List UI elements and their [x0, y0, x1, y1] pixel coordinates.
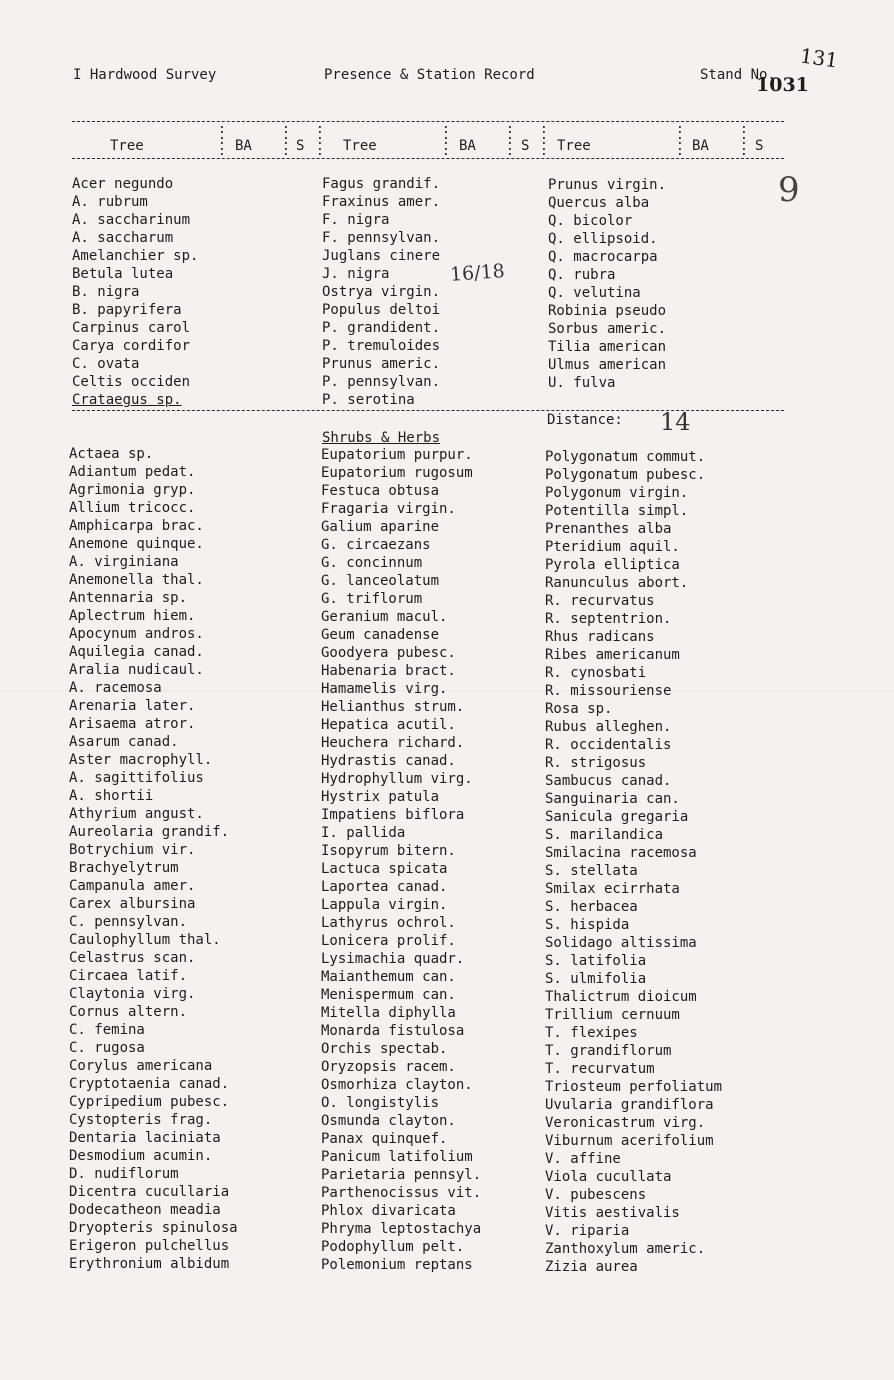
- species-entry: S. ulmifolia: [545, 971, 647, 987]
- species-entry: Lappula virgin.: [321, 897, 448, 913]
- species-entry: Juglans cinere: [322, 248, 441, 264]
- species-entry: Fraxinus amer.: [322, 194, 441, 210]
- species-entry: Asarum canad.: [69, 734, 179, 750]
- species-entry: J. nigra: [322, 266, 390, 282]
- species-entry: U. fulva: [548, 375, 616, 391]
- species-entry: Heuchera richard.: [321, 735, 465, 751]
- species-entry: Maianthemum can.: [321, 969, 456, 985]
- species-entry: Adiantum pedat.: [69, 464, 196, 480]
- species-entry: Rubus alleghen.: [545, 719, 672, 735]
- species-entry: Cystopteris frag.: [69, 1112, 213, 1128]
- species-entry: Desmodium acumin.: [69, 1148, 213, 1164]
- species-entry: Amphicarpa brac.: [69, 518, 204, 534]
- species-entry: Sambucus canad.: [545, 773, 672, 789]
- species-entry: Carex albursina: [69, 896, 196, 912]
- species-entry: Aureolaria grandif.: [69, 824, 230, 840]
- species-entry: A. shortii: [69, 788, 154, 804]
- species-entry: Anemone quinque.: [69, 536, 204, 552]
- species-entry: C. ovata: [72, 356, 140, 372]
- s-col-header-1: S: [296, 138, 305, 154]
- record-title: Presence & Station Record: [324, 67, 535, 83]
- ba-col-header-2: BA: [459, 138, 476, 154]
- species-entry: Rhus radicans: [545, 629, 655, 645]
- species-entry: Phryma leptostachya: [321, 1221, 482, 1237]
- species-entry: Vitis aestivalis: [545, 1205, 680, 1221]
- tree-list-column-1: [72, 175, 198, 409]
- species-entry: R. strigosus: [545, 755, 647, 771]
- species-entry: Hepatica acutil.: [321, 717, 456, 733]
- species-entry: Lactuca spicata: [321, 861, 448, 877]
- species-entry: Dodecatheon meadia: [69, 1202, 221, 1218]
- species-entry: C. rugosa: [69, 1040, 145, 1056]
- species-entry: Prunus virgin.: [548, 177, 667, 193]
- ba-col-header-3: BA: [692, 138, 709, 154]
- species-entry: Athyrium angust.: [69, 806, 204, 822]
- species-entry: T. grandiflorum: [545, 1043, 672, 1059]
- species-entry: Smilax ecirrhata: [545, 881, 680, 897]
- species-entry: Pyrola elliptica: [545, 557, 680, 573]
- ba-col-header-1: BA: [235, 138, 252, 154]
- species-entry: Populus deltoi: [322, 302, 441, 318]
- column-separator: : : :: [218, 122, 226, 159]
- species-entry: Carya cordifor: [72, 338, 191, 354]
- species-entry: Hystrix patula: [321, 789, 440, 805]
- species-entry: Viburnum acerifolium: [545, 1133, 714, 1149]
- species-entry: Aralia nudicaul.: [69, 662, 204, 678]
- handwritten-stand-number: 131: [798, 43, 840, 73]
- species-entry: Erigeron pulchellus: [69, 1238, 230, 1254]
- species-entry: Tilia american: [548, 339, 667, 355]
- species-entry: Rosa sp.: [545, 701, 613, 717]
- species-entry: Circaea latif.: [69, 968, 188, 984]
- species-entry: D. nudiflorum: [69, 1166, 179, 1182]
- species-entry: Menispermum can.: [321, 987, 456, 1003]
- column-separator: : : :: [506, 122, 514, 159]
- species-entry: Lathyrus ochrol.: [321, 915, 456, 931]
- species-entry: Hamamelis virg.: [321, 681, 448, 697]
- species-entry: S. marilandica: [545, 827, 664, 843]
- tree-list-column-3: [548, 176, 666, 392]
- species-entry: Q. ellipsoid.: [548, 231, 658, 247]
- species-entry: C. femina: [69, 1022, 145, 1038]
- species-entry: S. hispida: [545, 917, 630, 933]
- species-entry: Brachyelytrum: [69, 860, 179, 876]
- species-entry: Laportea canad.: [321, 879, 448, 895]
- species-entry: Monarda fistulosa: [321, 1023, 465, 1039]
- species-entry: R. septentrion.: [545, 611, 672, 627]
- species-entry: A. saccharum: [72, 230, 174, 246]
- species-entry: Podophyllum pelt.: [321, 1239, 465, 1255]
- species-entry: Potentilla simpl.: [545, 503, 689, 519]
- species-entry: F. nigra: [322, 212, 390, 228]
- species-entry: Q. macrocarpa: [548, 249, 658, 265]
- column-separator: : : :: [676, 122, 684, 159]
- species-entry: Ostrya virgin.: [322, 284, 441, 300]
- species-entry: Q. velutina: [548, 285, 641, 301]
- species-entry: Impatiens biflora: [321, 807, 465, 823]
- species-entry: V. riparia: [545, 1223, 630, 1239]
- species-entry: Q. rubra: [548, 267, 616, 283]
- species-entry: Zanthoxylum americ.: [545, 1241, 706, 1257]
- species-entry: Celastrus scan.: [69, 950, 196, 966]
- species-entry: R. missouriense: [545, 683, 672, 699]
- species-entry: O. longistylis: [321, 1095, 440, 1111]
- column-separator: : : :: [540, 122, 548, 159]
- species-entry: Ulmus american: [548, 357, 667, 373]
- species-entry: Phlox divaricata: [321, 1203, 456, 1219]
- species-entry: Corylus americana: [69, 1058, 213, 1074]
- species-entry: Dentaria laciniata: [69, 1130, 221, 1146]
- species-entry: Arenaria later.: [69, 698, 196, 714]
- species-entry: Solidago altissima: [545, 935, 697, 951]
- species-entry: P. pennsylvan.: [322, 374, 441, 390]
- tree-col-header-1: Tree: [110, 138, 144, 154]
- species-entry: Ranunculus abort.: [545, 575, 689, 591]
- tree-list-column-2: [322, 175, 440, 409]
- species-entry: Lysimachia quadr.: [321, 951, 465, 967]
- species-entry: G. lanceolatum: [321, 573, 440, 589]
- species-entry: Helianthus strum.: [321, 699, 465, 715]
- species-entry: I. pallida: [321, 825, 406, 841]
- species-entry: Thalictrum dioicum: [545, 989, 697, 1005]
- species-entry: Oryzopsis racem.: [321, 1059, 456, 1075]
- species-entry: Sanguinaria can.: [545, 791, 680, 807]
- species-entry: Lonicera prolif.: [321, 933, 456, 949]
- species-entry: Geranium macul.: [321, 609, 448, 625]
- species-entry: S. herbacea: [545, 899, 638, 915]
- species-entry: P. grandident.: [322, 320, 441, 336]
- header-bottom-rule: [72, 158, 784, 159]
- species-entry: Botrychium vir.: [69, 842, 196, 858]
- herb-list-column-3: [545, 448, 722, 1276]
- species-entry: Robinia pseudo: [548, 303, 667, 319]
- species-entry: Apocynum andros.: [69, 626, 204, 642]
- species-entry: Polygonum virgin.: [545, 485, 689, 501]
- species-entry: Triosteum perfoliatum: [545, 1079, 723, 1095]
- species-entry: Hydrophyllum virg.: [321, 771, 473, 787]
- species-entry: Hydrastis canad.: [321, 753, 456, 769]
- species-entry: V. affine: [545, 1151, 621, 1167]
- tree-col-header-2: Tree: [343, 138, 377, 154]
- species-entry: Claytonia virg.: [69, 986, 196, 1002]
- species-entry: A. rubrum: [72, 194, 148, 210]
- species-entry: B. nigra: [72, 284, 140, 300]
- stamped-stand-number: 1031: [756, 74, 809, 96]
- species-entry: Pteridium aquil.: [545, 539, 680, 555]
- species-entry: Crataegus sp.: [72, 392, 182, 408]
- species-entry: Agrimonia gryp.: [69, 482, 196, 498]
- shrubs-herbs-heading: Shrubs & Herbs: [322, 430, 441, 446]
- species-entry: Panicum latifolium: [321, 1149, 473, 1165]
- species-entry: Eupatorium purpur.: [321, 447, 473, 463]
- species-entry: Amelanchier sp.: [72, 248, 199, 264]
- species-entry: Antennaria sp.: [69, 590, 188, 606]
- species-entry: Q. bicolor: [548, 213, 633, 229]
- species-entry: Cornus altern.: [69, 1004, 188, 1020]
- species-entry: Dicentra cucullaria: [69, 1184, 230, 1200]
- species-entry: G. concinnum: [321, 555, 423, 571]
- handwritten-fraction: 16/18: [449, 260, 506, 286]
- species-entry: Ribes americanum: [545, 647, 680, 663]
- handwritten-margin-number: 9: [778, 170, 800, 210]
- species-entry: Geum canadense: [321, 627, 440, 643]
- species-entry: Fragaria virgin.: [321, 501, 456, 517]
- species-entry: A. virginiana: [69, 554, 179, 570]
- species-entry: Smilacina racemosa: [545, 845, 697, 861]
- species-entry: A. sagittifolius: [69, 770, 204, 786]
- species-entry: Viola cucullata: [545, 1169, 672, 1185]
- species-entry: Osmorhiza clayton.: [321, 1077, 473, 1093]
- species-entry: T. flexipes: [545, 1025, 638, 1041]
- species-entry: Betula lutea: [72, 266, 174, 282]
- species-entry: R. cynosbati: [545, 665, 647, 681]
- species-entry: Prunus americ.: [322, 356, 441, 372]
- species-entry: Polygonatum commut.: [545, 449, 706, 465]
- species-entry: Trillium cernuum: [545, 1007, 680, 1023]
- species-entry: Aster macrophyll.: [69, 752, 213, 768]
- survey-title: I Hardwood Survey: [73, 67, 217, 83]
- species-entry: Festuca obtusa: [321, 483, 440, 499]
- species-entry: Prenanthes alba: [545, 521, 672, 537]
- species-entry: Erythronium albidum: [69, 1256, 230, 1272]
- species-entry: Quercus alba: [548, 195, 650, 211]
- species-entry: Polemonium reptans: [321, 1257, 473, 1273]
- species-entry: A. saccharinum: [72, 212, 191, 228]
- species-entry: Cryptotaenia canad.: [69, 1076, 230, 1092]
- species-entry: C. pennsylvan.: [69, 914, 188, 930]
- s-col-header-2: S: [521, 138, 530, 154]
- species-entry: Caulophyllum thal.: [69, 932, 221, 948]
- species-entry: Veronicastrum virg.: [545, 1115, 706, 1131]
- species-entry: Sanicula gregaria: [545, 809, 689, 825]
- species-entry: R. occidentalis: [545, 737, 672, 753]
- s-col-header-3: S: [755, 138, 764, 154]
- species-entry: Aquilegia canad.: [69, 644, 204, 660]
- species-entry: Dryopteris spinulosa: [69, 1220, 238, 1236]
- species-entry: Osmunda clayton.: [321, 1113, 456, 1129]
- stand-number-label: Stand No.: [700, 67, 776, 83]
- column-separator: : : :: [442, 122, 450, 159]
- species-entry: P. serotina: [322, 392, 415, 408]
- column-separator: : : :: [282, 122, 290, 159]
- distance-label: Distance:: [547, 412, 623, 428]
- species-entry: Arisaema atror.: [69, 716, 196, 732]
- species-entry: Aplectrum hiem.: [69, 608, 196, 624]
- species-entry: S. stellata: [545, 863, 638, 879]
- species-entry: Acer negundo: [72, 176, 174, 192]
- species-entry: G. triflorum: [321, 591, 423, 607]
- species-entry: Cypripedium pubesc.: [69, 1094, 230, 1110]
- herb-list-column-2: [321, 446, 481, 1274]
- species-entry: V. pubescens: [545, 1187, 647, 1203]
- column-separator: : : :: [740, 122, 748, 159]
- tree-col-header-3: Tree: [557, 138, 591, 154]
- species-entry: Polygonatum pubesc.: [545, 467, 706, 483]
- species-entry: Campanula amer.: [69, 878, 196, 894]
- column-separator: : : :: [316, 122, 324, 159]
- species-entry: Uvularia grandiflora: [545, 1097, 714, 1113]
- species-entry: R. recurvatus: [545, 593, 655, 609]
- species-entry: Carpinus carol: [72, 320, 191, 336]
- herb-list-column-1: [69, 445, 238, 1273]
- species-entry: Zizia aurea: [545, 1259, 638, 1275]
- species-entry: S. latifolia: [545, 953, 647, 969]
- species-entry: T. recurvatum: [545, 1061, 655, 1077]
- species-entry: Celtis occiden: [72, 374, 191, 390]
- species-entry: Galium aparine: [321, 519, 440, 535]
- species-entry: Fagus grandif.: [322, 176, 441, 192]
- species-entry: Sorbus americ.: [548, 321, 667, 337]
- species-entry: Goodyera pubesc.: [321, 645, 456, 661]
- species-entry: Panax quinquef.: [321, 1131, 448, 1147]
- species-entry: A. racemosa: [69, 680, 162, 696]
- species-entry: Allium tricocc.: [69, 500, 196, 516]
- species-entry: F. pennsylvan.: [322, 230, 441, 246]
- species-entry: Habenaria bract.: [321, 663, 456, 679]
- species-entry: Eupatorium rugosum: [321, 465, 473, 481]
- species-entry: Orchis spectab.: [321, 1041, 448, 1057]
- species-entry: Parietaria pennsyl.: [321, 1167, 482, 1183]
- species-entry: Anemonella thal.: [69, 572, 204, 588]
- species-entry: Parthenocissus vit.: [321, 1185, 482, 1201]
- species-entry: Isopyrum bitern.: [321, 843, 456, 859]
- species-entry: P. tremuloides: [322, 338, 441, 354]
- species-entry: G. circaezans: [321, 537, 431, 553]
- handwritten-distance: 14: [660, 408, 691, 436]
- species-entry: B. papyrifera: [72, 302, 182, 318]
- species-entry: Mitella diphylla: [321, 1005, 456, 1021]
- species-entry: Actaea sp.: [69, 446, 154, 462]
